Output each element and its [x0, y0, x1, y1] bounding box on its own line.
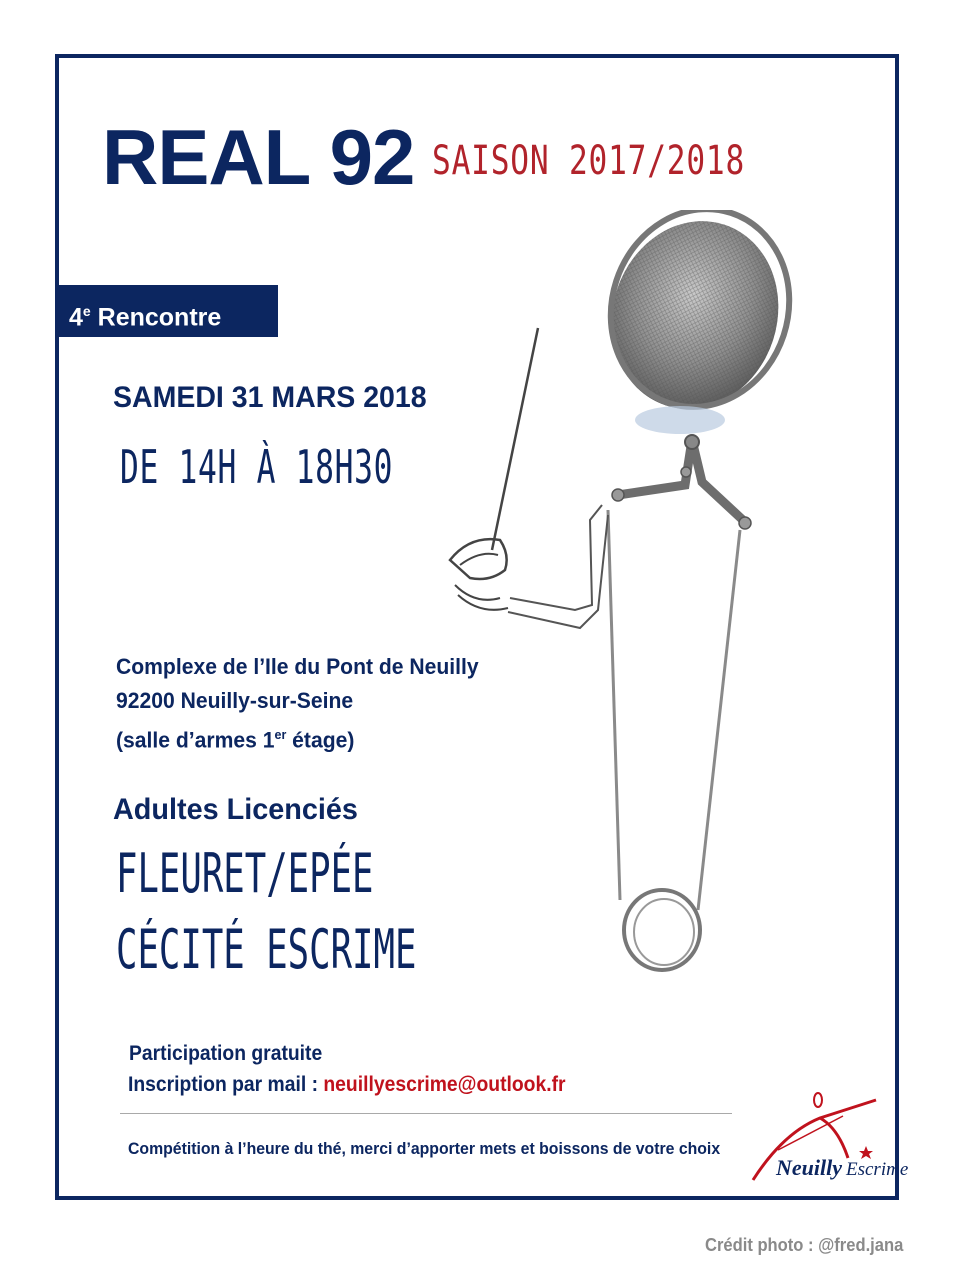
- event-title: REAL 92: [102, 113, 415, 201]
- address-line-3: [116, 718, 479, 757]
- tea-infuser-fencer-illustration: [430, 210, 800, 1000]
- free-entry-label: Participation gratuite: [129, 1042, 323, 1065]
- logo-word-neuilly: Neuilly: [776, 1155, 842, 1180]
- registration-email-link[interactable]: neuillyescrime@outlook.fr: [323, 1073, 566, 1096]
- discipline-2: CÉCITÉ ESCRIME: [116, 918, 417, 981]
- round-label: Rencontre: [97, 303, 222, 332]
- logo-text: [776, 1155, 908, 1181]
- address-line-3-post: étage): [286, 727, 355, 753]
- divider: [120, 1113, 732, 1114]
- address-line-1: Complexe de l’Ile du Pont de Neuilly: [116, 654, 479, 679]
- address-line-3-pre: (salle d’armes 1: [116, 727, 275, 753]
- season-label: SAISON 2017/2018: [432, 138, 746, 184]
- photo-credit: Crédit photo : @fred.jana: [705, 1235, 904, 1255]
- round-tag: [59, 285, 278, 337]
- logo-word-escrime: Escrime: [846, 1159, 909, 1180]
- registration-line: [128, 1073, 566, 1097]
- event-note: Compétition à l’heure du thé, merci d’apporter mets et boissons de votre choix: [128, 1139, 721, 1158]
- registration-label: Inscription par mail :: [128, 1073, 324, 1096]
- event-date: SAMEDI 31 MARS 2018: [113, 381, 427, 414]
- address-line-3-sup: er: [274, 727, 287, 742]
- event-hours: DE 14H À 18H30: [120, 440, 394, 494]
- venue-address: [116, 650, 494, 757]
- round-suffix: e: [82, 303, 91, 319]
- audience-label: Adultes Licenciés: [113, 793, 358, 826]
- round-number: 4: [69, 303, 83, 332]
- address-line-2: 92200 Neuilly-sur-Seine: [116, 688, 354, 713]
- discipline-1: FLEURET/EPÉE: [116, 842, 374, 905]
